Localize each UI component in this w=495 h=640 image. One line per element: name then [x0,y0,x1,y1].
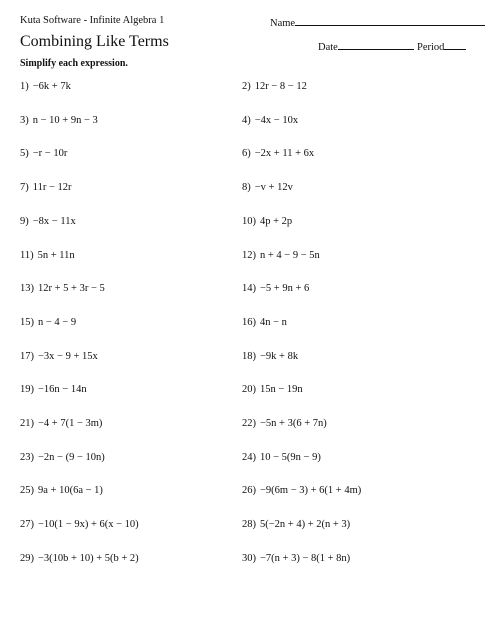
problem-expression: 11r − 12r [32,182,72,194]
problem-item [20,351,98,362]
problem-expression: n + 4 − 9 − 5n [260,249,320,261]
problem-number: 27) [20,519,34,531]
problem-number: 30) [242,552,256,564]
problem-item [20,81,71,92]
problem-number: 29) [20,552,34,564]
problem-number: 1) [20,81,29,92]
problem-item [242,283,309,294]
problem-number: 4) [242,114,251,126]
problem-expression: 4p + 2p [260,215,293,227]
name-label: Name [270,18,296,29]
period-field [417,39,466,53]
problem-item [20,115,98,126]
problem-number: 22) [242,418,256,429]
problem-expression: −10(1 − 9x) + 6(x − 10) [38,519,139,531]
problem-expression: −3(10b + 10) + 5(b + 2) [38,552,139,564]
problem-number: 8) [242,182,251,194]
problem-item [242,148,314,159]
problem-item [242,418,327,429]
problem-item [20,418,102,429]
date-line [338,39,414,50]
problem-item [242,81,307,92]
problem-number: 14) [242,283,256,295]
problem-expression: −9(6m − 3) + 6(1 + 4m) [260,485,362,497]
problem-item [242,216,292,227]
problem-number: 21) [20,418,34,429]
problem-number: 23) [20,451,34,463]
problem-expression: −v + 12v [254,182,293,194]
instructions: Simplify each expression. [20,58,128,69]
problem-expression: −9k + 8k [260,350,299,362]
problem-item [242,553,350,564]
problem-expression: 5n + 11n [37,249,75,261]
problem-item [242,351,298,362]
problem-expression: −2x + 11 + 6x [254,148,315,160]
problem-item [242,250,320,261]
problem-item [20,283,105,294]
problem-item [242,115,298,126]
problem-item [20,148,67,159]
problem-expression: 5(−2n + 4) + 2(n + 3) [260,519,351,531]
problem-item [242,452,321,463]
date-label: Date [318,42,338,53]
problem-number: 17) [20,350,34,362]
problem-item [20,182,72,193]
problem-item [242,317,287,328]
problem-number: 20) [242,384,256,396]
problem-expression: 4n − n [260,316,287,328]
problem-expression: −5 + 9n + 6 [260,283,310,295]
problem-expression: −7(n + 3) − 8(1 + 8n) [260,552,351,564]
problem-number: 11) [20,249,34,261]
problem-number: 19) [20,384,34,396]
date-field [318,39,414,53]
problem-expression: n − 4 − 9 [38,316,77,328]
problem-number: 9) [20,215,29,227]
problem-number: 5) [20,148,29,160]
problem-expression: 15n − 19n [260,384,303,396]
problem-expression: −4 + 7(1 − 3m) [38,418,103,429]
problem-expression: −2n − (9 − 10n) [38,451,105,463]
problem-expression: −6k + 7k [32,81,71,92]
problem-item [20,216,76,227]
problem-expression: 12r − 8 − 12 [254,81,307,92]
problem-item [242,485,361,496]
problem-number: 3) [20,114,29,126]
problem-number: 28) [242,519,256,531]
problem-expression: −5n + 3(6 + 7n) [260,418,327,429]
problem-number: 12) [242,249,256,261]
problem-item [20,485,103,496]
problem-item [242,182,293,193]
problem-expression: −8x − 11x [32,215,76,227]
problem-expression: 9a + 10(6a − 1) [38,485,103,497]
problem-item [242,384,303,395]
problem-expression: −r − 10r [32,148,68,160]
problem-item [242,519,350,530]
problem-number: 13) [20,283,34,295]
period-label: Period [417,42,445,53]
problem-number: 6) [242,148,251,160]
name-line [295,15,485,26]
problem-number: 25) [20,485,34,497]
problem-expression: −3x − 9 + 15x [38,350,98,362]
problem-number: 2) [242,81,251,92]
problem-item [20,317,76,328]
problem-expression: −4x − 10x [254,114,299,126]
problem-expression: n − 10 + 9n − 3 [32,114,98,126]
problem-number: 7) [20,182,29,194]
problem-number: 26) [242,485,256,497]
problem-number: 10) [242,215,256,227]
worksheet-title: Combining Like Terms [20,33,169,50]
problem-number: 16) [242,316,256,328]
problem-expression: −16n − 14n [38,384,87,396]
period-line [444,39,466,50]
problem-item [20,452,105,463]
problem-item [20,384,87,395]
software-label: Kuta Software - Infinite Algebra 1 [20,15,165,26]
name-field [270,15,485,29]
problem-expression: 12r + 5 + 3r − 5 [38,283,105,295]
problem-number: 24) [242,451,256,463]
problem-item [20,519,139,530]
problem-item [20,250,75,261]
problem-number: 18) [242,350,256,362]
problem-number: 15) [20,316,34,328]
problem-item [20,553,139,564]
problem-expression: 10 − 5(9n − 9) [260,451,321,463]
